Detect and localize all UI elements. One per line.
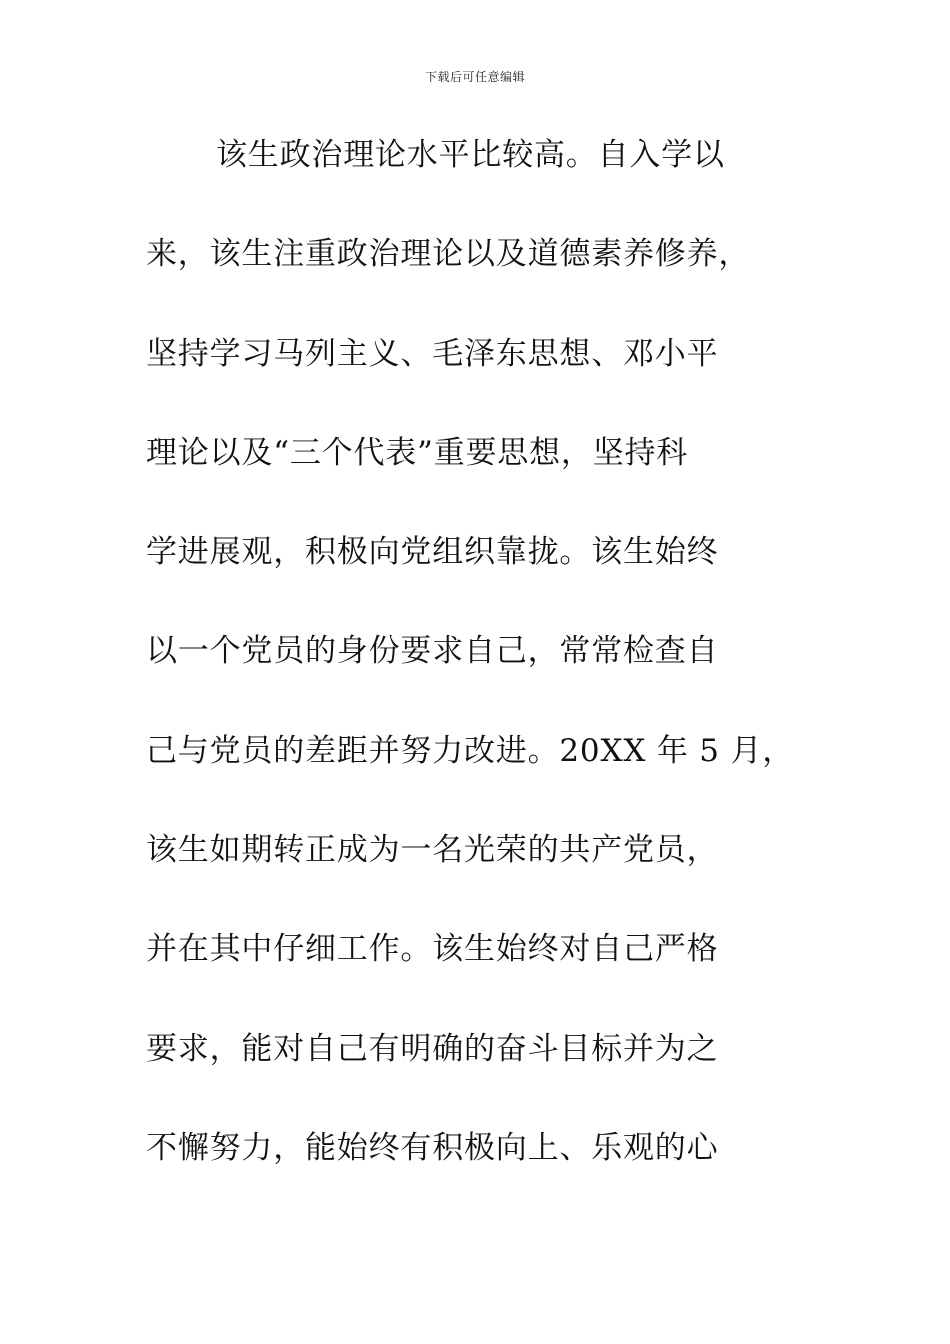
paragraph-line: 理论以及“三个代表”重要思想，坚持科 [146,434,689,471]
header-note: 下载后可任意编辑 [424,70,525,84]
paragraph-line: 不懈努力，能始终有积极向上、乐观的心 [146,1129,719,1166]
paragraph-line: 该生政治理论水平比较高。自入学以 [216,137,725,173]
paragraph-line: 来，该生注重政治理论以及道德素养修养， [146,236,751,273]
paragraph-line: 并在其中仔细工作。该生始终对自己严格 [146,931,719,968]
paragraph-line: 学进展观，积极向党组织靠拢。该生始终 [146,534,719,571]
paragraph-line: 该生如期转正成为一名光荣的共产党员， [146,832,719,869]
paragraph-line: 己与党员的差距并努力改进。20XX 年 5 月， [146,732,795,769]
body-paragraph [146,128,806,1220]
paragraph-line: 以一个党员的身份要求自己，常常检查自 [146,633,719,670]
paragraph-line: 坚持学习马列主义、毛泽东思想、邓小平 [146,335,719,372]
paragraph-line: 要求，能对自己有明确的奋斗目标并为之 [146,1030,719,1067]
